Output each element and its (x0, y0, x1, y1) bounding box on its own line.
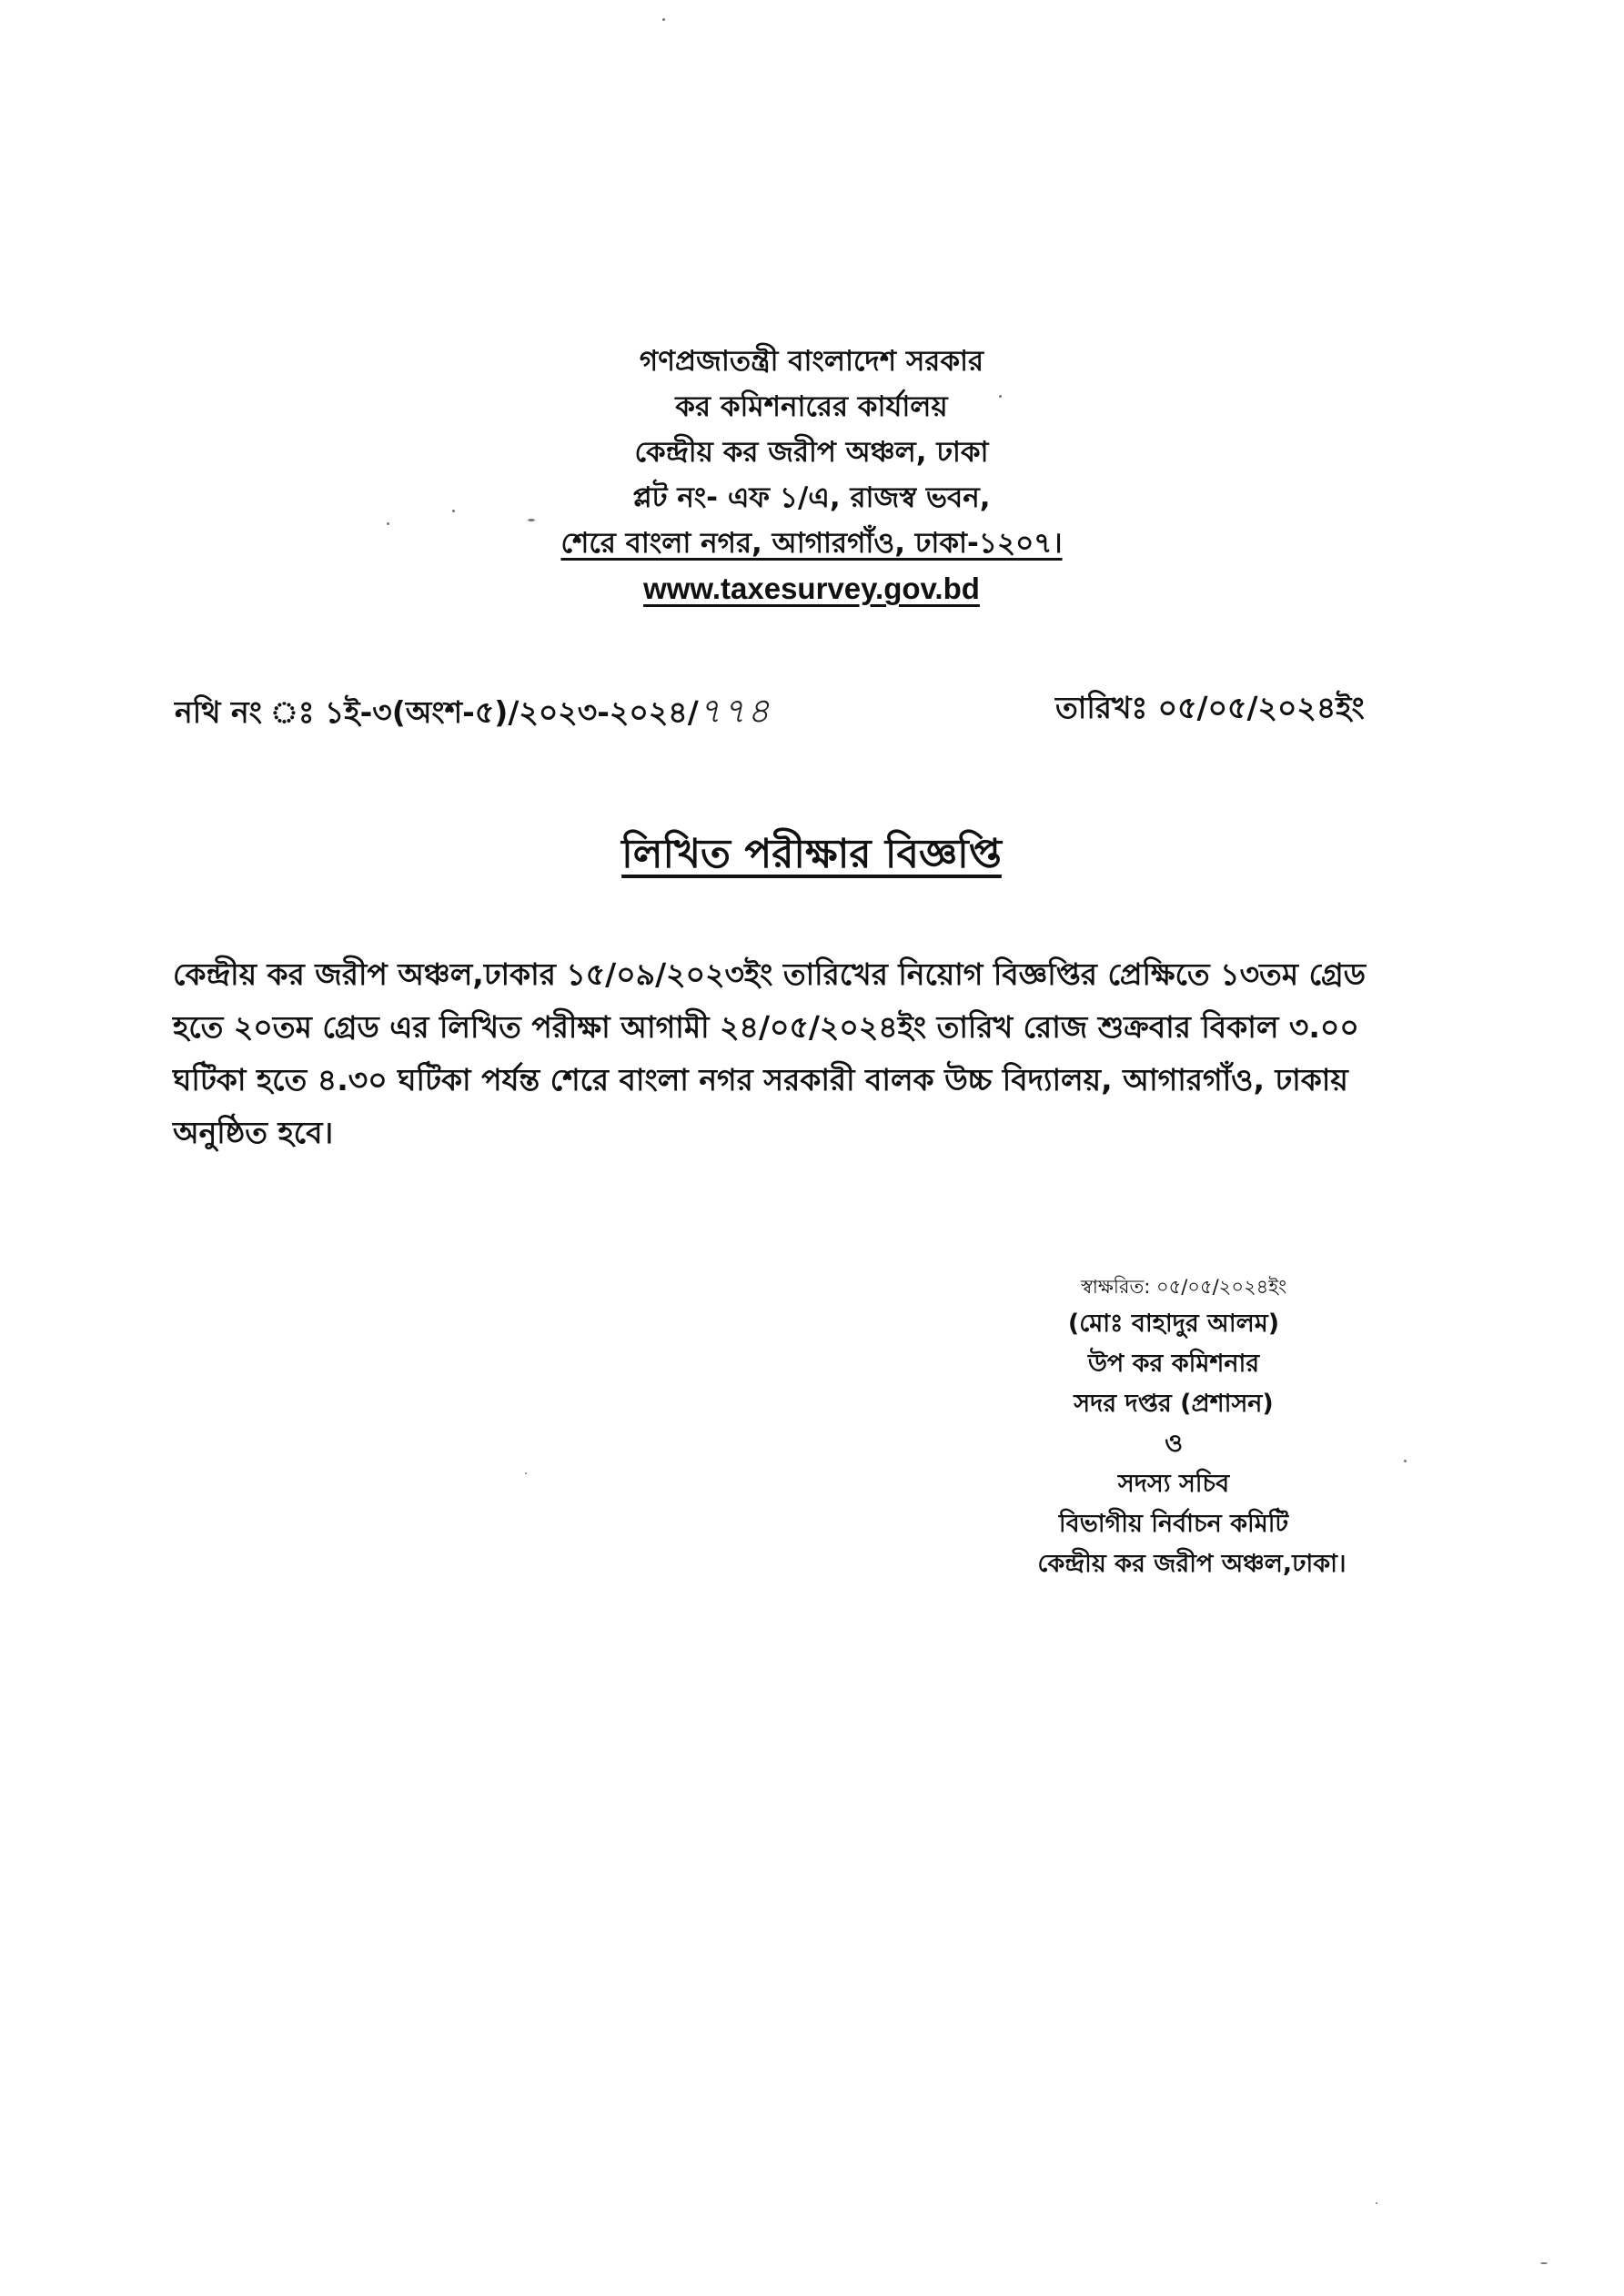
letterhead-office: কর কমিশনারের কার্যালয় (675, 390, 948, 423)
notice-body-line: কেন্দ্রীয় কর জরীপ অঞ্চল,ঢাকার ১৫/০৯/২০২৩ইং তারিখের নিয়োগ বিজ্ঞপ্তির প্রেক্ষিতে ১৩তম গ্রেড (173, 956, 1366, 992)
scan-speck (1540, 2262, 1548, 2264)
notice-body (173, 948, 1465, 1159)
notice-body-line: অনুষ্ঠিত হবে। (173, 1115, 334, 1150)
memo-number-handwritten: ৭৭৪ (698, 691, 772, 731)
letterhead-website: www.taxesurvey.gov.bd (643, 571, 980, 605)
letterhead-plot: প্লট নং- এফ ১/এ, রাজস্ব ভবন, (632, 481, 991, 514)
notice-body-line: ঘটিকা হতে ৪.৩০ ঘটিকা পর্যন্ত শেরে বাংলা নগর সরকারী বালক উচ্চ বিদ্যালয়, আগারগাঁও, ঢাকায় (173, 1062, 1348, 1097)
scan-speck (662, 18, 665, 21)
memo-number-label: নথি নং ঃ ১ই-৩(অংশ-৫)/২০২৩-২০২৪/ (175, 694, 699, 730)
memo-number (175, 684, 772, 743)
signatory-zone: কেন্দ্রীয় কর জরীপ অঞ্চল,ঢাকা। (1037, 1550, 1347, 1578)
signatory-office: সদর দপ্তর (প্রশাসন) (1074, 1390, 1274, 1418)
notice-body-line: হতে ২০তম গ্রেড এর লিখিত পরীক্ষা আগামী ২৪/০৫/২০২৪ইং তারিখ রোজ শুক্রবার বিকাল ৩.০০ (173, 1009, 1359, 1045)
signature-block (983, 1269, 1365, 1584)
letterhead (357, 339, 1266, 612)
signatory-conjunction: ও (1165, 1430, 1183, 1458)
scan-speck (1376, 2202, 1377, 2204)
letterhead-address: শেরে বাংলা নগর, আগারগাঁও, ঢাকা-১২০৭। (560, 527, 1063, 560)
signatory-role: সদস্য সচিব (1117, 1470, 1230, 1498)
letterhead-zone: কেন্দ্রীয় কর জরীপ অঞ্চল, ঢাকা (634, 436, 989, 469)
signed-date: স্বাক্ষরিত: ০৫/০৫/২০২৪ইং (1081, 1276, 1287, 1298)
signatory-designation: উপ কর কমিশনার (1087, 1350, 1260, 1378)
scan-speck (525, 1472, 527, 1474)
scan-speck (1404, 1460, 1407, 1462)
signatory-committee: বিভাগীয় নির্বাচন কমিটি (1058, 1510, 1289, 1538)
letterhead-government: গণপ্রজাতন্ত্রী বাংলাদেশ সরকার (639, 345, 984, 378)
signatory-name: (মোঃ বাহাদুর আলম) (1067, 1310, 1280, 1338)
memo-date: তারিখঃ ০৫/০৫/২০২৪ইং (1055, 690, 1365, 725)
notice-title: লিখিত পরীক্ষার বিজ্ঞপ্তি (621, 831, 1002, 877)
